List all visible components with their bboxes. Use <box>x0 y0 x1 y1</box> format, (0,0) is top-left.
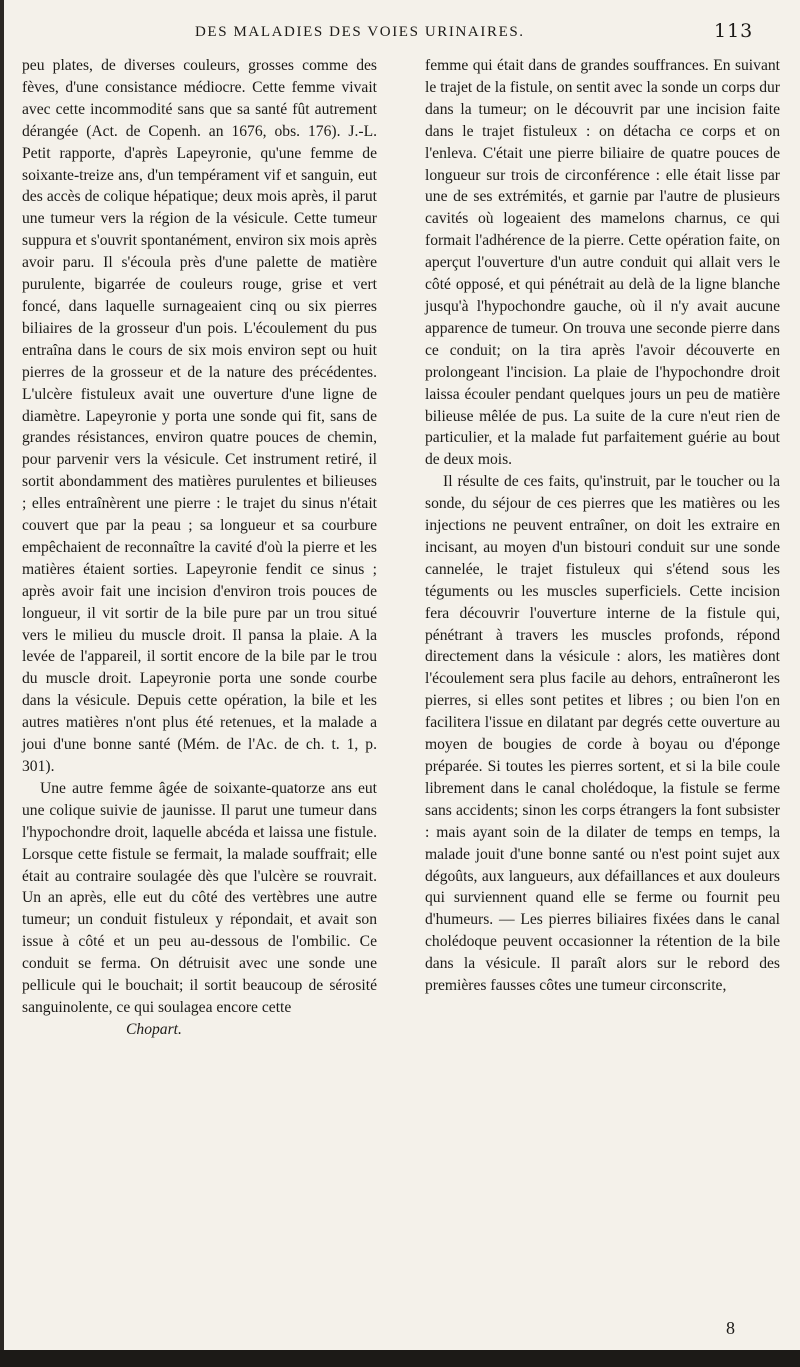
right-paragraph-2: Il résulte de ces faits, qu'instruit, par le toucher ou la sonde, du séjour de ces pierres que les matières ou les injections ne peuvent entraîner, on doit les extraire en incisant, au moyen d'un bistouri conduit sur une sonde cannelée, le trajet fistuleux qui s'étend sous les téguments ou les muscles superficiels. Cette incision fera découvrir l'ouverture interne de la fistule qui, pénétrant à travers les muscles profonds, répond directement dans la vésicule : alors, les matières dont l'écoulement sera plus facile au dehors, entraîneront les pierres, si elles sont petites et libres ; ou bien l'on en facilitera l'issue en dilatant par degrés cette ouverture au moyen de bougies de corde à boyau ou d'éponge préparée. Si toutes les pierres sortent, et si la bile coule librement dans le canal cholédoque, la fistule se ferme sans accidents; sinon les corps étrangers la font subsister : mais ayant soin de la dilater de temps en temps, la malade jouit d'une bonne santé ou n'est point sujet aux dégoûts, aux langueurs, aux défaillances et aux douleurs qui surviennent quand elle se ferme ou fournit peu d'humeurs. — Les pierres biliaires fixées dans le canal cholédoque peuvent occasionner la rétention de la bile dans la vésicule. Il paraît alors sur le rebord des premières fausses côtes une tumeur circonscrite, <box>425 473 780 995</box>
running-head <box>0 20 800 46</box>
page-number: 113 <box>714 20 754 42</box>
catchword: Chopart. <box>126 1020 182 1038</box>
left-column <box>22 55 377 1041</box>
signature-mark: 8 <box>726 1318 735 1338</box>
left-paragraph-1: peu plates, de diverses couleurs, grosses comme des fèves, d'une consistance médiocre. Cette femme vivait avec cette incommodité sans que sa santé fût autrement dérangée (Act. de Copenh. an 1676, obs. 176). J.-L. Petit rapporte, d'après Lapeyronie, qu'une femme de soixante-treize ans, d'un tempérament vif et sanguin, eut des accès de colique hépatique; deux mois après, il parut une tumeur vers la région de la vésicule. Cette tumeur suppura et s'ouvrit spontanément, environ six mois après avoir paru. Il s'écoula près d'une palette de matière purulente, bigarrée de couleurs rouge, grise et vert foncé, dans laquelle surnageaient cinq ou six pierres biliaires de la grosseur d'un pois. L'écoulement du pus entraîna dans le cours de six mois environ sept ou huit pierres de la grosseur et de la nature des précédentes. L'ulcère fistuleux avait une ouverture d'une ligne de diamètre. Lapeyronie y porta une sonde qui fit, sans de grandes résistances, environ quatre pouces de chemin, pour parvenir vers la vésicule. Cet instrument retiré, il sortit abondamment des matières purulentes et bilieuses ; elles entraînèrent une pierre : le trajet du sinus n'était couvert que par la peau ; sa longueur et sa courbure empêchaient de reconnaître la cavité d'où la pierre et les matières étaient sorties. Lapeyronie fendit ce sinus ; après avoir fait une incision d'environ trois pouces de longueur, il vit sortir de la bile pure par un trou situé vers le milieu du muscle droit. Il pansa la plaie. A la levée de l'appareil, il sortit encore de la bile par le trou du muscle droit. Lapeyronie porta une sonde courbe dans la vésicule. Depuis cette opération, la bile et les autres matières n'ont plus été retenues, et la malade a joui d'une bonne santé (Mém. de l'Ac. de ch. t. 1, p. 301). <box>22 57 377 775</box>
running-title: DES MALADIES DES VOIES URINAIRES. <box>195 24 525 40</box>
page-binding-edge <box>0 0 4 1367</box>
right-column <box>425 55 780 997</box>
bottom-page-edge <box>0 1350 800 1367</box>
right-paragraph-1: femme qui était dans de grandes souffrances. En suivant le trajet de la fistule, on sentit avec la sonde un corps dur dans la tumeur; on le découvrit par une incision faite dans le trajet fistuleux : on détacha ce corps et on l'enleva. C'était une pierre biliaire de quatre pouces de longueur sur trois de circonférence : elle était lisse par une de ses extrémités, et garnie par l'autre de plusieurs cavités où logeaient des mamelons charnus, ce qui formait l'adhérence de la pierre. Cette opération faite, on aperçut l'ouverture d'un autre conduit qui allait vers le côté opposé, et qui pénétrait au delà de la ligne blanche jusqu'à l'hypochondre gauche, où il n'y avait aucune apparence de tumeur. On trouva une seconde pierre dans ce conduit; on la tira après l'avoir découverte en prolongeant l'incision. La plaie de l'hypochondre droit laissa écouler pendant quelques jours un peu de matière bilieuse mêlée de pus. La suite de la cure n'eut rien de particulier, et la malade fut parfaitement guérie au bout de deux mois. <box>425 57 780 469</box>
left-paragraph-2: Une autre femme âgée de soixante-quatorze ans eut une colique suivie de jaunisse. Il parut une tumeur dans l'hypochondre droit, laquelle abcéda et laissa une fistule. Lorsque cette fistule se fermait, la malade souffrait; elle était au contraire soulagée dès que l'ulcère se rouvrait. Un an après, elle eut du côté des vertèbres une autre tumeur; un conduit fistuleux y répondait, et avait son issue à côté et un peu au-dessous de l'ombilic. Ce conduit se ferma. On détruisit avec une sonde une pellicule qui le bouchait; il sortit beaucoup de sérosité sanguinolente, ce qui soulagea encore cette <box>22 779 377 1016</box>
